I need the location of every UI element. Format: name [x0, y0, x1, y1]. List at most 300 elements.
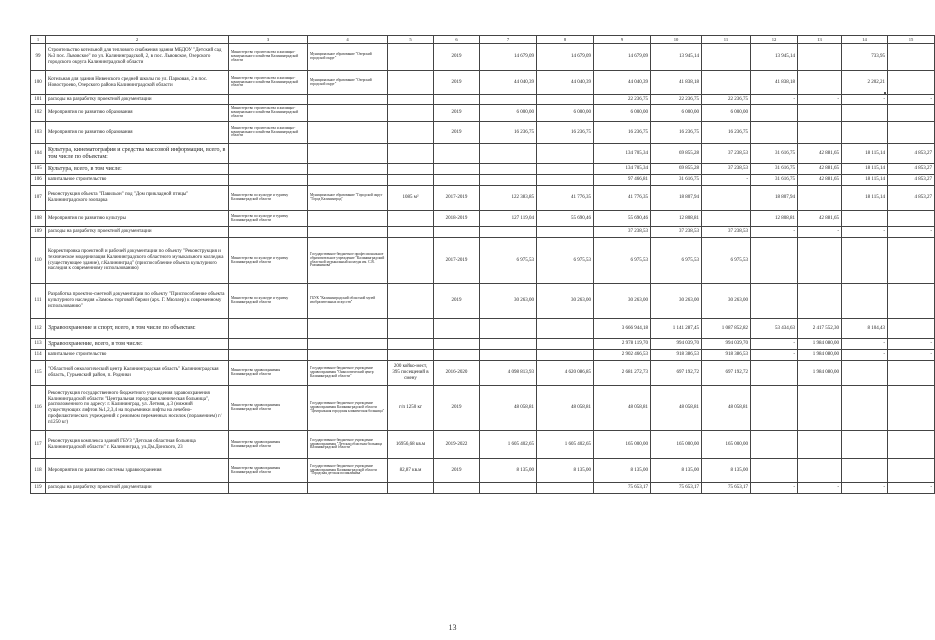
amount-cell: 4 853,27 — [888, 186, 935, 211]
period-cell — [434, 339, 480, 350]
amount-cell: 42 881,65 — [798, 144, 842, 164]
developer-cell — [308, 350, 388, 361]
amount-cell: - — [798, 227, 842, 238]
developer-cell: Муниципальное образование "Озерский городской округ" — [308, 71, 388, 95]
amount-cell — [842, 284, 888, 319]
amount-cell: 4 853,27 — [888, 144, 935, 164]
amount-cell: 30 263,00 — [537, 284, 594, 319]
amount-cell: 134 705,34 — [594, 144, 651, 164]
amount-cell: 30 263,00 — [594, 284, 651, 319]
capacity-cell — [388, 284, 434, 319]
scan-artifact-dot — [884, 92, 886, 94]
customer-cell — [229, 319, 308, 339]
amount-cell — [842, 386, 888, 431]
row-number-cell: 99 — [31, 44, 46, 71]
object-name-cell: Котельная для здания Нивенского средней школы по ул. Парковая, 2 в пос. Новостроево, Озерского района Калининградской области — [46, 71, 229, 95]
capacity-cell: г/п 1250 кг — [388, 386, 434, 431]
amount-cell: 31 616,75 — [751, 164, 798, 175]
developer-cell: Государственное бюджетное учреждение здравоохранения Калининградской области "Городская детская поликлиника" — [308, 459, 388, 483]
amount-cell — [702, 186, 751, 211]
amount-cell: 18 807,94 — [751, 186, 798, 211]
amount-cell: - — [751, 483, 798, 494]
customer-cell: Министерство здравоохранения Калининградской области — [229, 431, 308, 459]
amount-cell: 44 040,39 — [594, 71, 651, 95]
customer-cell — [229, 227, 308, 238]
period-cell — [434, 319, 480, 339]
amount-cell: 6 975,53 — [651, 238, 702, 284]
amount-cell — [537, 175, 594, 186]
header-cell: 8 — [537, 36, 594, 44]
amount-cell: 6 975,53 — [702, 238, 751, 284]
amount-cell: 6 975,53 — [594, 238, 651, 284]
amount-cell: - — [842, 483, 888, 494]
amount-cell — [480, 164, 537, 175]
header-cell: 3 — [229, 36, 308, 44]
amount-cell: - — [842, 95, 888, 105]
customer-cell — [229, 175, 308, 186]
amount-cell: 75 653,17 — [594, 483, 651, 494]
amount-cell — [537, 339, 594, 350]
table-body — [31, 36, 935, 494]
amount-cell: 2 902 466,53 — [594, 350, 651, 361]
capacity-cell — [388, 122, 434, 144]
amount-cell: - — [842, 350, 888, 361]
amount-cell: 6 975,53 — [537, 238, 594, 284]
amount-cell: - — [751, 95, 798, 105]
amount-cell — [751, 122, 798, 144]
investment-program-table — [30, 35, 935, 494]
customer-cell: Министерство по культуре и туризму Калининградской области — [229, 284, 308, 319]
period-cell: 2019 — [434, 71, 480, 95]
object-name-cell: расходы на разработку проектной документации — [46, 227, 229, 238]
developer-cell: Государственное бюджетное учреждение здравоохранения "Онкологический центр Калининградской области" — [308, 361, 388, 386]
amount-cell: 127 119,04 — [480, 211, 537, 227]
amount-cell — [798, 186, 842, 211]
amount-cell — [842, 238, 888, 284]
amount-cell: - — [751, 339, 798, 350]
amount-cell: 16 236,75 — [702, 122, 751, 144]
amount-cell: 8 135,00 — [537, 459, 594, 483]
table-row — [31, 319, 935, 339]
capacity-cell: 1085 м² — [388, 186, 434, 211]
row-number-cell: 114 — [31, 350, 46, 361]
amount-cell: 55 690,46 — [594, 211, 651, 227]
amount-cell: 22 236,75 — [651, 95, 702, 105]
amount-cell — [888, 122, 935, 144]
amount-cell: 1 605 402,65 — [480, 431, 537, 459]
amount-cell — [842, 122, 888, 144]
row-number-cell: 111 — [31, 284, 46, 319]
developer-cell — [308, 227, 388, 238]
object-name-cell: Мероприятия по развитию образования — [46, 105, 229, 122]
row-number-cell: 115 — [31, 361, 46, 386]
capacity-cell: 200 койко-мест, 395 посещений в смену — [388, 361, 434, 386]
developer-cell — [308, 122, 388, 144]
amount-cell: 6 975,53 — [480, 238, 537, 284]
amount-cell — [798, 459, 842, 483]
row-number-cell: 103 — [31, 122, 46, 144]
amount-cell: 4 853,27 — [888, 175, 935, 186]
table-row — [31, 44, 935, 71]
amount-cell — [537, 95, 594, 105]
amount-cell: 37 238,53 — [702, 164, 751, 175]
amount-cell: 14 679,09 — [537, 44, 594, 71]
period-cell: 2019-2022 — [434, 431, 480, 459]
period-cell: 2017-2019 — [434, 238, 480, 284]
customer-cell: Министерство здравоохранения Калининградской области — [229, 459, 308, 483]
period-cell: 2019 — [434, 459, 480, 483]
amount-cell — [798, 44, 842, 71]
period-cell — [434, 95, 480, 105]
amount-cell: 6 000,00 — [702, 105, 751, 122]
amount-cell — [888, 44, 935, 71]
amount-cell: 16 236,75 — [537, 122, 594, 144]
amount-cell — [480, 350, 537, 361]
customer-cell — [229, 350, 308, 361]
capacity-cell — [388, 350, 434, 361]
amount-cell — [888, 284, 935, 319]
amount-cell: 1 141 287,45 — [651, 319, 702, 339]
amount-cell — [798, 71, 842, 95]
amount-cell — [842, 105, 888, 122]
developer-cell — [308, 319, 388, 339]
amount-cell: 18 115,14 — [842, 186, 888, 211]
amount-cell: 697 192,72 — [702, 361, 751, 386]
capacity-cell — [388, 339, 434, 350]
header-cell: 13 — [798, 36, 842, 44]
amount-cell: 165 000,00 — [702, 431, 751, 459]
amount-cell: 69 855,28 — [651, 144, 702, 164]
capacity-cell — [388, 211, 434, 227]
object-name-cell: расходы на разработку проектной документации — [46, 483, 229, 494]
customer-cell — [229, 483, 308, 494]
amount-cell: 48 058,81 — [702, 386, 751, 431]
customer-cell: Министерство по культуре и туризму Калининградской области — [229, 186, 308, 211]
customer-cell: Министерство строительства и жилищно-коммунального хозяйства Калининградской области — [229, 122, 308, 144]
amount-cell: 41 838,18 — [651, 71, 702, 95]
amount-cell — [702, 44, 751, 71]
object-name-cell: Мероприятия по развитию системы здравоохранения — [46, 459, 229, 483]
row-number-cell: 110 — [31, 238, 46, 284]
amount-cell: 2 681 272,73 — [594, 361, 651, 386]
amount-cell — [751, 238, 798, 284]
amount-cell: 75 653,17 — [651, 483, 702, 494]
amount-cell: - — [888, 227, 935, 238]
page-number: 13 — [448, 623, 457, 632]
header-cell: 10 — [651, 36, 702, 44]
amount-cell — [842, 361, 888, 386]
capacity-cell — [388, 238, 434, 284]
period-cell: 2016-2020 — [434, 361, 480, 386]
amount-cell — [480, 483, 537, 494]
amount-cell — [480, 319, 537, 339]
object-name-cell: капитальное строительство — [46, 350, 229, 361]
amount-cell — [798, 122, 842, 144]
developer-cell — [308, 211, 388, 227]
amount-cell — [888, 105, 935, 122]
amount-cell: 30 263,00 — [651, 284, 702, 319]
amount-cell — [751, 431, 798, 459]
amount-cell — [537, 350, 594, 361]
amount-cell: 16 236,75 — [480, 122, 537, 144]
amount-cell: 8 135,00 — [594, 459, 651, 483]
capacity-cell — [388, 175, 434, 186]
row-number-cell: 101 — [31, 95, 46, 105]
amount-cell: 4 853,27 — [888, 164, 935, 175]
capacity-cell — [388, 95, 434, 105]
developer-cell — [308, 144, 388, 164]
object-name-cell: Здравоохранение, всего, в том числе: — [46, 339, 229, 350]
customer-cell — [229, 164, 308, 175]
amount-cell: 134 705,34 — [594, 164, 651, 175]
amount-cell — [751, 386, 798, 431]
amount-cell — [798, 431, 842, 459]
amount-cell: 994 039,70 — [651, 339, 702, 350]
object-name-cell: Реконструкция государственного бюджетного учреждения здравоохранения Калининградской области "Центральная городская клиническая больница", расположенного по адресу: г. Калининград, ул. Летняя, д.3 (нижний существующих лифтов №1,2,3,4 на подъемники лифты на лечебно-профилактических учреждений с режимом переменных ноcилок (поражением) г/п1250 кг) — [46, 386, 229, 431]
row-number-cell: 100 — [31, 71, 46, 95]
amount-cell: - — [751, 350, 798, 361]
developer-cell: Государственное бюджетное профессиональное образовательное учреждение "Калининградский областной музыкальный колледж им. С.В. Рахманинова" — [308, 238, 388, 284]
amount-cell: 31 616,75 — [751, 144, 798, 164]
amount-cell: 48 058,81 — [651, 386, 702, 431]
amount-cell: 4 098 813,93 — [480, 361, 537, 386]
amount-cell: - — [888, 339, 935, 350]
header-cell: 7 — [480, 36, 537, 44]
object-name-cell: капитальное строительство — [46, 175, 229, 186]
table-row — [31, 483, 935, 494]
amount-cell: 31 616,75 — [751, 175, 798, 186]
row-number-cell: 102 — [31, 105, 46, 122]
customer-cell: Министерство строительства и жилищно-коммунального хозяйства Калининградской области — [229, 105, 308, 122]
header-cell: 5 — [388, 36, 434, 44]
amount-cell — [480, 227, 537, 238]
row-number-cell: 105 — [31, 164, 46, 175]
table-row — [31, 122, 935, 144]
developer-cell — [308, 95, 388, 105]
object-name-cell: Реконструкция объекта "Павильон" под "Дом прикладной птицы" Калининградского зоопарка — [46, 186, 229, 211]
row-number-cell: 109 — [31, 227, 46, 238]
amount-cell: 37 238,53 — [594, 227, 651, 238]
capacity-cell — [388, 144, 434, 164]
customer-cell: Министерство здравоохранения Калининградской области — [229, 386, 308, 431]
amount-cell: 994 039,70 — [702, 339, 751, 350]
table-row — [31, 186, 935, 211]
amount-cell: - — [751, 227, 798, 238]
amount-cell — [888, 238, 935, 284]
table-row — [31, 71, 935, 95]
capacity-cell — [388, 483, 434, 494]
period-cell: 2018-2019 — [434, 211, 480, 227]
customer-cell — [229, 144, 308, 164]
object-name-cell: Здравоохранение и спорт, всего, в том числе по объектам: — [46, 319, 229, 339]
amount-cell: 18 807,94 — [651, 186, 702, 211]
capacity-cell: 82,87 кв.м — [388, 459, 434, 483]
amount-cell: 22 236,75 — [594, 95, 651, 105]
amount-cell — [480, 175, 537, 186]
developer-cell: Муниципальное образование "Городской округ "Город Калининград" — [308, 186, 388, 211]
amount-cell: 14 679,09 — [480, 44, 537, 71]
period-cell: 2019 — [434, 44, 480, 71]
developer-cell — [308, 483, 388, 494]
amount-cell — [480, 339, 537, 350]
row-number-cell: 117 — [31, 431, 46, 459]
amount-cell — [888, 459, 935, 483]
header-cell: 1 — [31, 36, 46, 44]
object-name-cell: Мероприятия по развитию образования — [46, 122, 229, 144]
header-cell: 9 — [594, 36, 651, 44]
amount-cell: - — [798, 95, 842, 105]
object-name-cell: Культура, кинематография и средства массовой информации, всего, в том числе по объектам: — [46, 144, 229, 164]
header-cell: 12 — [751, 36, 798, 44]
amount-cell: 122 383,85 — [480, 186, 537, 211]
amount-cell: 42 881,65 — [798, 211, 842, 227]
header-cell: 14 — [842, 36, 888, 44]
amount-cell: 165 000,00 — [594, 431, 651, 459]
table-row — [31, 339, 935, 350]
amount-cell — [888, 71, 935, 95]
amount-cell: 12 808,81 — [651, 211, 702, 227]
amount-cell — [842, 431, 888, 459]
object-name-cell: Строительство котельной для теплового снабжения здания МБДОУ "Детский сад №3 пос. Львовское" по ул. Калининградской, 2, в пос. Львовское, Озерского городского округа Калининградской области — [46, 44, 229, 71]
header-cell: 6 — [434, 36, 480, 44]
row-number-cell: 104 — [31, 144, 46, 164]
amount-cell: 75 653,17 — [702, 483, 751, 494]
table-row — [31, 175, 935, 186]
amount-cell: 6 000,00 — [480, 105, 537, 122]
period-cell: 2019 — [434, 284, 480, 319]
amount-cell: 41 776,35 — [594, 186, 651, 211]
period-cell: 2017-2019 — [434, 186, 480, 211]
table-row — [31, 284, 935, 319]
row-number-cell: 112 — [31, 319, 46, 339]
amount-cell: 41 776,35 — [537, 186, 594, 211]
amount-cell: 18 115,14 — [842, 144, 888, 164]
customer-cell: Министерство строительства и жилищно-коммунального хозяйства Калининградской области — [229, 44, 308, 71]
capacity-cell — [388, 319, 434, 339]
period-cell — [434, 144, 480, 164]
row-number-cell: 116 — [31, 386, 46, 431]
amount-cell: 6 000,00 — [594, 105, 651, 122]
capacity-cell — [388, 164, 434, 175]
amount-cell: 30 263,00 — [480, 284, 537, 319]
amount-cell: 48 058,81 — [537, 386, 594, 431]
object-name-cell: Разработка проектно-сметной документации по объекту "Приспособление объекта культурного наследия «Замок» торговой биржи (арх. Г. Мюллер) к современному использованию" — [46, 284, 229, 319]
header-cell: 15 — [888, 36, 935, 44]
amount-cell — [480, 144, 537, 164]
amount-cell: 1 984 080,00 — [798, 361, 842, 386]
amount-cell: 4 620 086,85 — [537, 361, 594, 386]
amount-cell — [537, 483, 594, 494]
table-row — [31, 386, 935, 431]
amount-cell: 2 417 552,30 — [798, 319, 842, 339]
amount-cell: 22 236,75 — [702, 95, 751, 105]
customer-cell: Министерство по культуре и туризму Калининградской области — [229, 211, 308, 227]
capacity-cell — [388, 105, 434, 122]
amount-cell — [888, 361, 935, 386]
amount-cell: - — [888, 483, 935, 494]
customer-cell: Министерство здравоохранения Калининградской области — [229, 361, 308, 386]
row-number-cell: 106 — [31, 175, 46, 186]
amount-cell: 30 263,00 — [702, 284, 751, 319]
amount-cell: 31 616,75 — [651, 175, 702, 186]
capacity-cell — [388, 71, 434, 95]
amount-cell: 16 236,75 — [594, 122, 651, 144]
amount-cell — [751, 361, 798, 386]
amount-cell: - — [888, 95, 935, 105]
developer-cell: Муниципальное образование "Озерский городской округ" — [308, 44, 388, 71]
amount-cell: 14 679,09 — [594, 44, 651, 71]
amount-cell: 1 605 402,65 — [537, 431, 594, 459]
amount-cell — [537, 144, 594, 164]
amount-cell: 8 135,00 — [702, 459, 751, 483]
amount-cell — [798, 386, 842, 431]
period-cell — [434, 483, 480, 494]
header-cell: 4 — [308, 36, 388, 44]
amount-cell: 1 984 080,00 — [798, 350, 842, 361]
object-name-cell: "Областной онкологический центр Калининградская область" Калининградская область, Гурьевский район, п. Родники — [46, 361, 229, 386]
amount-cell: 1 984 080,00 — [798, 339, 842, 350]
amount-cell — [842, 211, 888, 227]
amount-cell — [537, 319, 594, 339]
amount-cell: 13 945,14 — [751, 44, 798, 71]
amount-cell: 48 058,81 — [594, 386, 651, 431]
amount-cell: 12 808,81 — [751, 211, 798, 227]
amount-cell — [480, 95, 537, 105]
row-number-cell: 113 — [31, 339, 46, 350]
amount-cell: 8 135,00 — [651, 459, 702, 483]
developer-cell: Государственное бюджетное учреждение здравоохранения "Детская областная больница Калининградской области" — [308, 431, 388, 459]
amount-cell: 6 000,00 — [537, 105, 594, 122]
developer-cell — [308, 105, 388, 122]
amount-cell — [798, 284, 842, 319]
developer-cell — [308, 164, 388, 175]
table-row — [31, 361, 935, 386]
table-row — [31, 105, 935, 122]
customer-cell — [229, 95, 308, 105]
amount-cell: 53 434,63 — [751, 319, 798, 339]
amount-cell: 41 838,18 — [751, 71, 798, 95]
customer-cell: Министерство строительства и жилищно-коммунального хозяйства Калининградской области — [229, 71, 308, 95]
period-cell: 2019 — [434, 386, 480, 431]
object-name-cell: Реконструкция комплекса зданий ГБУЗ "Детская областная больница Калининградской области" г. Калининград, ул.Дм.Донского, 23 — [46, 431, 229, 459]
amount-cell: 13 945,14 — [651, 44, 702, 71]
object-name-cell: расходы на разработку проектной документации — [46, 95, 229, 105]
amount-cell: - — [842, 227, 888, 238]
row-number-cell: 108 — [31, 211, 46, 227]
amount-cell: 918 386,53 — [702, 350, 751, 361]
amount-cell: 37 238,53 — [702, 144, 751, 164]
amount-cell — [798, 238, 842, 284]
amount-cell: 733,95 — [842, 44, 888, 71]
table-row — [31, 211, 935, 227]
header-cell: 2 — [46, 36, 229, 44]
amount-cell: 48 058,81 — [480, 386, 537, 431]
amount-cell: 97 466,81 — [594, 175, 651, 186]
amount-cell: 44 040,39 — [480, 71, 537, 95]
amount-cell: 2 202,21 — [842, 71, 888, 95]
amount-cell: - — [798, 483, 842, 494]
amount-cell: 3 666 944,18 — [594, 319, 651, 339]
amount-cell: - — [888, 350, 935, 361]
period-cell: 2019 — [434, 122, 480, 144]
table-row — [31, 350, 935, 361]
header-cell: 11 — [702, 36, 751, 44]
table-row — [31, 459, 935, 483]
table-row — [31, 227, 935, 238]
customer-cell: Министерство по культуре и туризму Калининградской области — [229, 238, 308, 284]
amount-cell — [798, 105, 842, 122]
row-number-cell: 119 — [31, 483, 46, 494]
